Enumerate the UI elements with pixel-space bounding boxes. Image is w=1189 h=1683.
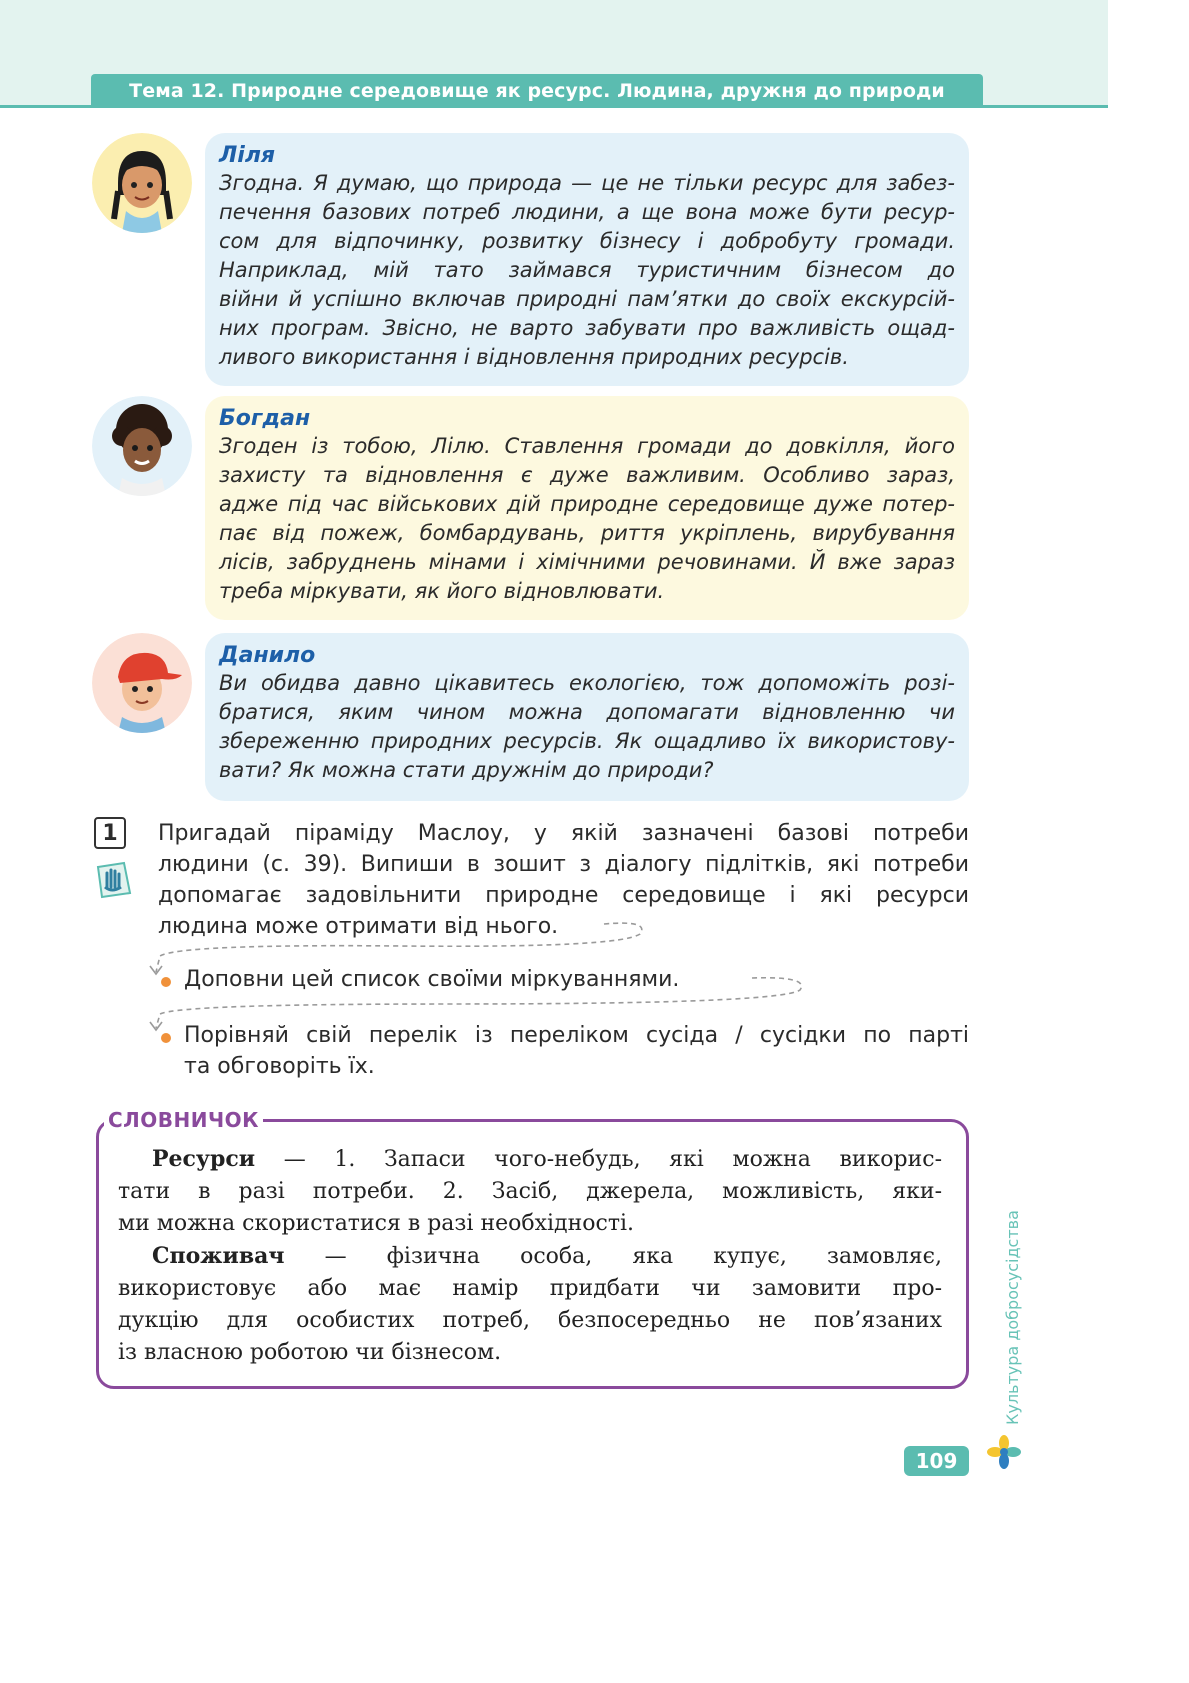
dialogue-bubble-bohdan <box>205 396 969 620</box>
bullet-line: Доповни цей список своїми міркуваннями. <box>184 967 680 992</box>
vocabulary-line <box>118 1240 942 1273</box>
flower-icon <box>987 1435 1021 1469</box>
vocabulary-line: дукцію для особистих потреб, безпосередньо не пов’язаних <box>118 1308 942 1333</box>
speech-text <box>219 432 955 606</box>
vocabulary-line: ми можна скористатися в разі необхідності. <box>118 1211 635 1236</box>
vocabulary-definition: — фізична особа, яка купує, замовляє, <box>284 1244 942 1269</box>
speech-line: адже під час військових дій природне середовище дуже потер- <box>219 492 955 516</box>
speech-line: вати? Як можна стати дружнім до природи? <box>219 758 714 782</box>
speech-text <box>219 669 955 785</box>
speaker-name: Ліля <box>219 143 276 168</box>
task-line: людини (с. 39). Випиши в зошит з діалогу підлітків, які потреби <box>158 852 969 877</box>
speech-line: Наприклад, мій тато займався туристичним бізнесом до <box>219 258 955 282</box>
speaker-name: Данило <box>219 643 316 668</box>
bullet-dot <box>161 977 171 987</box>
speech-line: війни й успішно включав природні пам’ятки до своїх екскурсій- <box>219 287 955 311</box>
vocabulary-line: тати в разі потреби. 2. Засіб, джерела, можливість, яки- <box>118 1179 942 1204</box>
page-number: 109 <box>904 1446 969 1476</box>
speech-line: треба міркувати, як його відновлювати. <box>219 579 665 603</box>
vocabulary-title-text: СЛОВНИЧОК <box>108 1108 260 1132</box>
section-sidebar-label: Культура добросусідства <box>1003 1210 1022 1425</box>
speech-line: пає від пожеж, бомбардувань, риття укріплень, вирубування <box>219 521 955 545</box>
vocabulary-line <box>118 1143 942 1176</box>
bullet-item <box>158 964 969 995</box>
speech-line: ливого використання і відновлення природних ресурсів. <box>219 345 849 369</box>
topic-title: Тема 12. Природне середовище як ресурс. Людина, дружня до природи <box>129 79 945 102</box>
bullet-line: та обговоріть їх. <box>184 1054 375 1079</box>
avatar-lilia <box>92 133 192 233</box>
vocabulary-title <box>104 1108 263 1132</box>
task-number-badge: 1 <box>94 817 126 849</box>
avatar-bohdan <box>92 396 192 496</box>
speech-line: них програм. Звісно, не варто забувати про важливість ощад- <box>219 316 955 340</box>
topic-header <box>91 74 983 107</box>
speech-line: збереженню природних ресурсів. Як ощадливо їх використову- <box>219 729 955 753</box>
task-line: людина може отримати від нього. <box>158 914 559 939</box>
speech-line: лісів, забруднень мінами і хімічними речовинами. Й вже зараз <box>219 550 955 574</box>
speech-line: Згоден із тобою, Лілю. Ставлення громади до довкілля, його <box>219 434 955 458</box>
bullet-dot <box>161 1033 171 1043</box>
task-bullets <box>158 964 969 1082</box>
speech-text <box>219 169 955 372</box>
vocabulary-entries <box>118 1143 942 1369</box>
avatar-danylo <box>92 633 192 733</box>
bullet-item <box>158 1020 969 1082</box>
speech-line: захисту та відновлення є дуже важливим. Особливо зараз, <box>219 463 955 487</box>
vocabulary-term: Ресурси <box>152 1146 256 1172</box>
vocabulary-line: використовує або має намір придбати чи замовити про- <box>118 1276 942 1301</box>
dialogue-bubble-lilia <box>205 133 969 386</box>
vocabulary-definition: — 1. Запаси чого-небудь, які можна викорис- <box>255 1147 942 1172</box>
speech-line: Згодна. Я думаю, що природа — це не тільки ресурс для забез- <box>219 171 955 195</box>
task-line: допомагає задовільнити природне середовище і які ресурси <box>158 883 969 908</box>
task-instructions <box>158 818 969 942</box>
speaker-name: Богдан <box>219 406 311 431</box>
bullet-line: Порівняй свій перелік із переліком сусіда / сусідки по парті <box>184 1023 969 1048</box>
vocabulary-term: Споживач <box>152 1243 285 1269</box>
speech-line: братися, яким чином можна допомагати відновленню чи <box>219 700 955 724</box>
task-line: Пригадай піраміду Маслоу, у якій зазначені базові потреби <box>158 821 969 846</box>
dialogue-bubble-danylo <box>205 633 969 801</box>
hand-writing-icon <box>94 857 134 901</box>
speech-line: Ви обидва давно цікавитесь екологією, тож допоможіть розі- <box>219 671 955 695</box>
speech-line: сом для відпочинку, розвитку бізнесу і добробуту громади. <box>219 229 955 253</box>
speech-line: печення базових потреб людини, а ще вона може бути ресур- <box>219 200 955 224</box>
vocabulary-line: із власною роботою чи бізнесом. <box>118 1340 502 1365</box>
header-divider <box>0 105 1108 108</box>
